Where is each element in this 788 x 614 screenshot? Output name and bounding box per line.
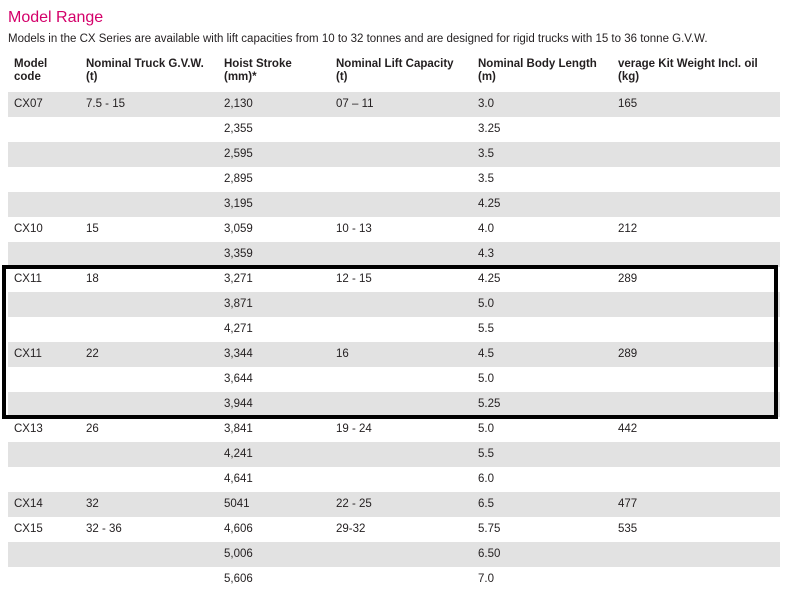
table-row bbox=[8, 92, 780, 117]
table-row bbox=[8, 492, 780, 517]
table-cell: 5,606 bbox=[218, 567, 330, 592]
table-cell bbox=[8, 167, 80, 192]
table-cell bbox=[330, 117, 472, 142]
table-cell: 12 - 15 bbox=[330, 267, 472, 292]
table-cell: 4.25 bbox=[472, 192, 612, 217]
table-cell bbox=[330, 317, 472, 342]
table-row bbox=[8, 217, 780, 242]
table-cell bbox=[80, 142, 218, 167]
table-row bbox=[8, 142, 780, 167]
table-row bbox=[8, 392, 780, 417]
table-cell bbox=[612, 542, 780, 567]
table-row bbox=[8, 542, 780, 567]
table-cell: 16 bbox=[330, 342, 472, 367]
table-cell: 2,895 bbox=[218, 167, 330, 192]
table-cell bbox=[80, 192, 218, 217]
table-cell: 4.0 bbox=[472, 217, 612, 242]
table-cell bbox=[330, 292, 472, 317]
table-cell: 7.0 bbox=[472, 567, 612, 592]
table-cell bbox=[8, 567, 80, 592]
table-row bbox=[8, 267, 780, 292]
table-cell bbox=[8, 317, 80, 342]
table-cell bbox=[612, 367, 780, 392]
table-cell bbox=[80, 392, 218, 417]
table-row bbox=[8, 467, 780, 492]
table-cell: 7.5 - 15 bbox=[80, 92, 218, 117]
table-cell: 3,344 bbox=[218, 342, 330, 367]
table-cell: 6.50 bbox=[472, 542, 612, 567]
table-cell bbox=[8, 442, 80, 467]
table-cell: 5041 bbox=[218, 492, 330, 517]
table-cell bbox=[612, 292, 780, 317]
table-cell: 15 bbox=[80, 217, 218, 242]
table-cell bbox=[8, 142, 80, 167]
table-cell: 29-32 bbox=[330, 517, 472, 542]
table-cell: 4,241 bbox=[218, 442, 330, 467]
table-cell: 3,359 bbox=[218, 242, 330, 267]
table-cell: CX11 bbox=[8, 342, 80, 367]
table-cell: 289 bbox=[612, 267, 780, 292]
table-row bbox=[8, 517, 780, 542]
table-cell: CX11 bbox=[8, 267, 80, 292]
table-cell: 4,606 bbox=[218, 517, 330, 542]
table-header-row bbox=[8, 54, 780, 92]
table-cell: 477 bbox=[612, 492, 780, 517]
table-cell bbox=[612, 467, 780, 492]
table-cell bbox=[80, 567, 218, 592]
table-body bbox=[8, 92, 780, 592]
table-cell: 19 - 24 bbox=[330, 417, 472, 442]
table-cell bbox=[330, 192, 472, 217]
table-cell bbox=[80, 117, 218, 142]
table-cell: 5.25 bbox=[472, 392, 612, 417]
table-cell: 10 - 13 bbox=[330, 217, 472, 242]
table-cell bbox=[8, 542, 80, 567]
table-cell bbox=[8, 467, 80, 492]
table-cell bbox=[330, 567, 472, 592]
table-cell bbox=[80, 292, 218, 317]
table-cell bbox=[330, 542, 472, 567]
table-cell bbox=[80, 242, 218, 267]
table-cell bbox=[612, 567, 780, 592]
table-row bbox=[8, 367, 780, 392]
table-cell: 3.25 bbox=[472, 117, 612, 142]
column-header-nominal-lift-capacity: Nominal Lift Capacity (t) bbox=[330, 54, 472, 92]
table-cell: 6.5 bbox=[472, 492, 612, 517]
table-cell: 22 bbox=[80, 342, 218, 367]
table-cell bbox=[330, 142, 472, 167]
table-cell: 3,871 bbox=[218, 292, 330, 317]
table-cell: 4.25 bbox=[472, 267, 612, 292]
table-cell bbox=[80, 467, 218, 492]
table-cell bbox=[612, 392, 780, 417]
table-cell bbox=[330, 367, 472, 392]
table-row bbox=[8, 167, 780, 192]
table-cell bbox=[612, 167, 780, 192]
table-cell: 289 bbox=[612, 342, 780, 367]
table-cell: 6.0 bbox=[472, 467, 612, 492]
table-cell: 32 bbox=[80, 492, 218, 517]
table-cell: 22 - 25 bbox=[330, 492, 472, 517]
table-cell: CX15 bbox=[8, 517, 80, 542]
table-row bbox=[8, 317, 780, 342]
table-cell: 4.3 bbox=[472, 242, 612, 267]
table-cell bbox=[612, 192, 780, 217]
column-header-nominal-truck-gvw: Nominal Truck G.V.W.(t) bbox=[80, 54, 218, 92]
table-row bbox=[8, 242, 780, 267]
table-cell: 3.0 bbox=[472, 92, 612, 117]
table-cell bbox=[612, 142, 780, 167]
table-cell: 165 bbox=[612, 92, 780, 117]
table-cell: 5.0 bbox=[472, 417, 612, 442]
table-cell: CX13 bbox=[8, 417, 80, 442]
table-cell bbox=[330, 242, 472, 267]
table-row bbox=[8, 342, 780, 367]
table-cell: 3,059 bbox=[218, 217, 330, 242]
column-header-nominal-body-length: Nominal Body Length (m) bbox=[472, 54, 612, 92]
table-cell: 2,355 bbox=[218, 117, 330, 142]
table-cell: 2,595 bbox=[218, 142, 330, 167]
table-row bbox=[8, 442, 780, 467]
table-cell: 4,271 bbox=[218, 317, 330, 342]
table-cell bbox=[612, 117, 780, 142]
table-cell: 18 bbox=[80, 267, 218, 292]
table-cell: 5.0 bbox=[472, 292, 612, 317]
table-cell: 26 bbox=[80, 417, 218, 442]
model-range-table bbox=[8, 54, 780, 592]
table-cell: 3.5 bbox=[472, 142, 612, 167]
table-cell: 442 bbox=[612, 417, 780, 442]
column-header-average-kit-weight: verage Kit Weight Incl. oil (kg) bbox=[612, 54, 780, 92]
table-cell bbox=[8, 367, 80, 392]
table-cell bbox=[8, 117, 80, 142]
table-cell: 3.5 bbox=[472, 167, 612, 192]
table-cell bbox=[8, 192, 80, 217]
column-header-model-code: Model code bbox=[8, 54, 80, 92]
table-cell: 3,271 bbox=[218, 267, 330, 292]
table-cell: 5.75 bbox=[472, 517, 612, 542]
table-cell: 4.5 bbox=[472, 342, 612, 367]
table-cell bbox=[612, 317, 780, 342]
table-row bbox=[8, 117, 780, 142]
table-cell: 212 bbox=[612, 217, 780, 242]
table-cell: 3,841 bbox=[218, 417, 330, 442]
table-cell: CX07 bbox=[8, 92, 80, 117]
table-cell bbox=[330, 392, 472, 417]
table-cell bbox=[612, 242, 780, 267]
table-cell: 3,644 bbox=[218, 367, 330, 392]
table-cell bbox=[80, 442, 218, 467]
table-row bbox=[8, 192, 780, 217]
table-cell: 5,006 bbox=[218, 542, 330, 567]
intro-paragraph: Models in the CX Series are available with lift capacities from 10 to 32 tonnes and are designed for rigid trucks with 15 to 36 tonne G.V.W. bbox=[8, 33, 708, 45]
table-cell: 3,944 bbox=[218, 392, 330, 417]
table-cell: 4,641 bbox=[218, 467, 330, 492]
table-cell bbox=[8, 292, 80, 317]
table-cell: 5.5 bbox=[472, 317, 612, 342]
table-row bbox=[8, 567, 780, 592]
table-cell bbox=[612, 442, 780, 467]
table-cell bbox=[80, 542, 218, 567]
table-cell bbox=[8, 242, 80, 267]
table-cell bbox=[80, 167, 218, 192]
table-cell: 2,130 bbox=[218, 92, 330, 117]
table-cell: 535 bbox=[612, 517, 780, 542]
table-header bbox=[8, 54, 780, 92]
column-header-hoist-stroke: Hoist Stroke (mm)* bbox=[218, 54, 330, 92]
table-cell: 3,195 bbox=[218, 192, 330, 217]
table-cell: 07 – 11 bbox=[330, 92, 472, 117]
table-cell bbox=[80, 317, 218, 342]
table-cell bbox=[330, 442, 472, 467]
table-cell bbox=[330, 467, 472, 492]
table-cell: 32 - 36 bbox=[80, 517, 218, 542]
table-cell bbox=[330, 167, 472, 192]
table-row bbox=[8, 292, 780, 317]
table-cell: 5.0 bbox=[472, 367, 612, 392]
table-cell: 5.5 bbox=[472, 442, 612, 467]
table-cell: CX10 bbox=[8, 217, 80, 242]
page-title: Model Range bbox=[8, 9, 104, 26]
table-cell: CX14 bbox=[8, 492, 80, 517]
table-cell bbox=[8, 392, 80, 417]
table-cell bbox=[80, 367, 218, 392]
table-row bbox=[8, 417, 780, 442]
